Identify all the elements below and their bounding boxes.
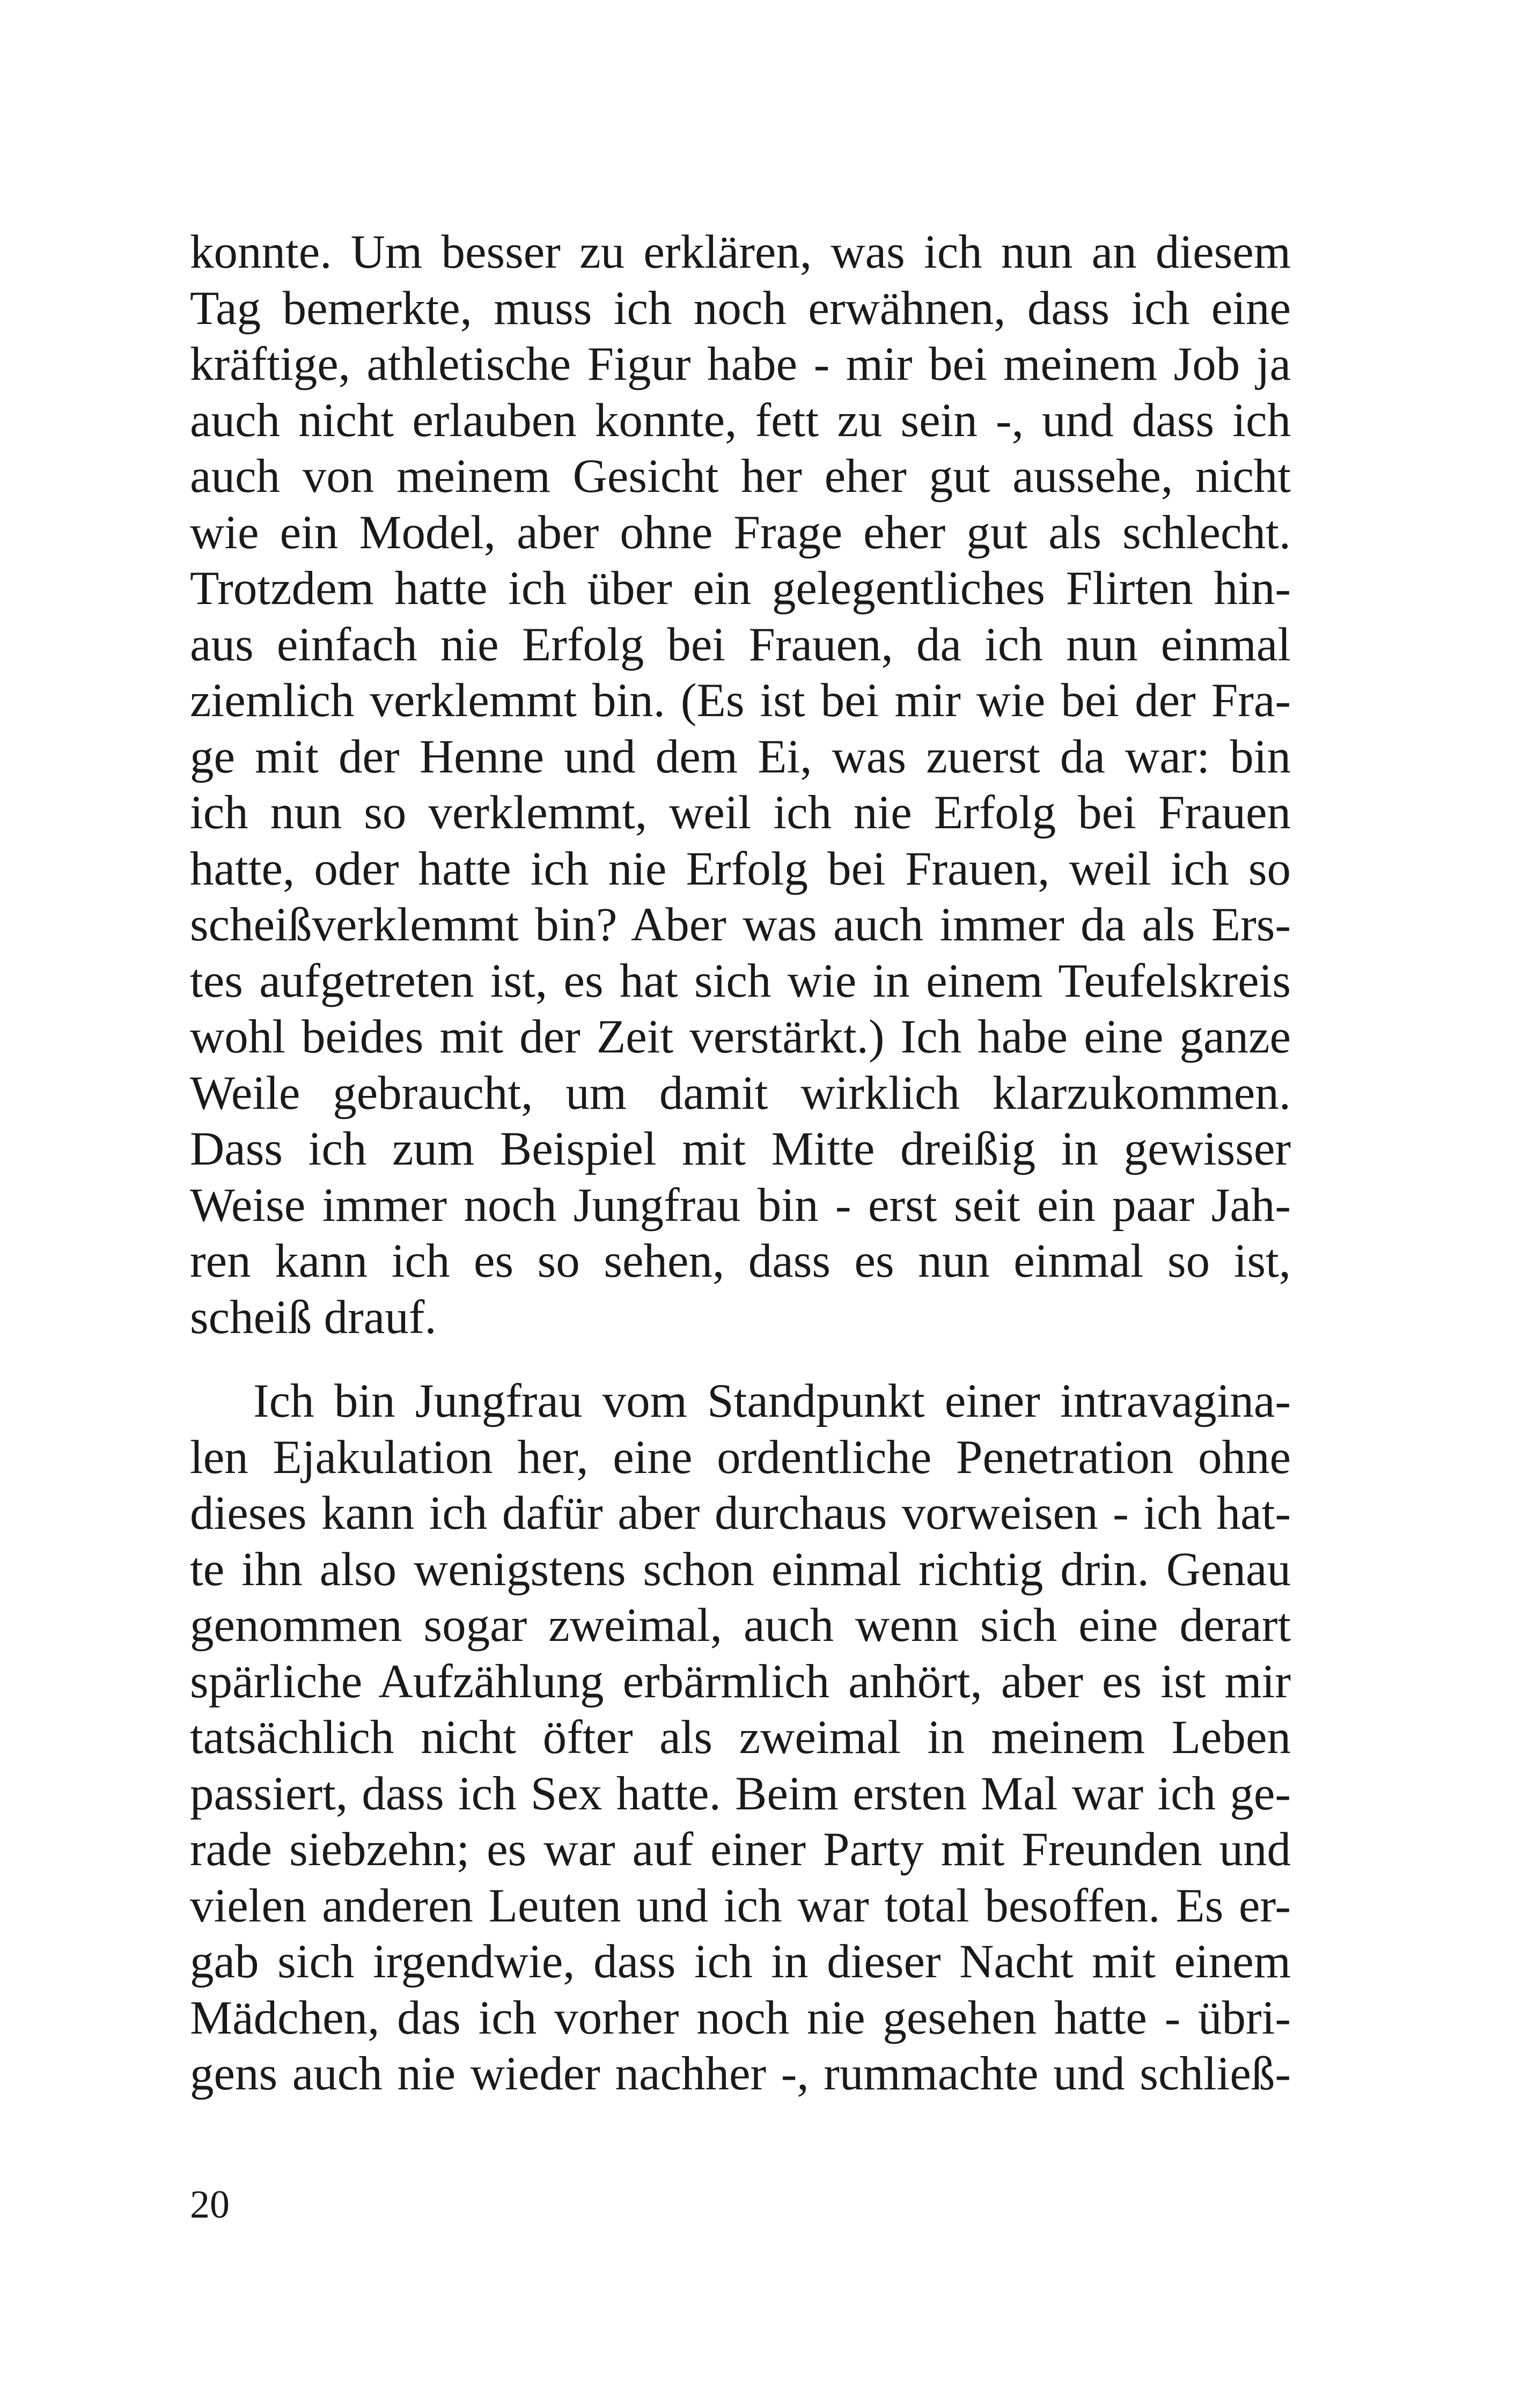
text-line: auch von meinem Gesicht her eher gut aussehe, nicht xyxy=(190,450,1291,503)
text-line: Weile gebraucht, um damit wirklich klarzukommen. xyxy=(190,1066,1291,1120)
text-line: gab sich irgendwie, dass ich in dieser Nacht mit einem xyxy=(190,1935,1291,1988)
text-line: Ich bin Jungfrau vom Standpunkt einer intravagina- xyxy=(253,1375,1291,1427)
text-line: Mädchen, das ich vorher noch nie gesehen hatte - übri- xyxy=(190,1991,1291,2044)
text-line: scheißverklemmt bin? Aber was auch immer da als Ers- xyxy=(190,899,1291,951)
text-line: tes aufgetreten ist, es hat sich wie in einem Teufelskreis xyxy=(190,954,1291,1007)
text-line: Trotzdem hatte ich über ein gelegentliches Flirten hin- xyxy=(190,562,1291,615)
text-line: tatsächlich nicht öfter als zweimal in meinem Leben xyxy=(190,1711,1291,1764)
text-line: wohl beides mit der Zeit verstärkt.) Ich habe eine ganze xyxy=(190,1011,1291,1063)
text-line: kräftige, athletische Figur habe - mir bei meinem Job ja xyxy=(190,338,1291,391)
page-number: 20 xyxy=(190,2183,230,2227)
text-line: Weise immer noch Jungfrau bin - erst seit ein paar Jah- xyxy=(190,1179,1291,1232)
text-line: te ihn also wenigstens schon einmal richtig drin. Genau xyxy=(190,1543,1291,1596)
text-line: spärliche Aufzählung erbärmlich anhört, aber es ist mir xyxy=(190,1655,1291,1708)
text-line: len Ejakulation her, eine ordentliche Penetration ohne xyxy=(190,1431,1291,1484)
text-line: ge mit der Henne und dem Ei, was zuerst da war: bin xyxy=(190,730,1291,783)
text-line: ziemlich verklemmt bin. (Es ist bei mir wie bei der Fra- xyxy=(190,674,1291,727)
text-line: passiert, dass ich Sex hatte. Beim ersten Mal war ich ge- xyxy=(190,1767,1291,1820)
text-line: vielen anderen Leuten und ich war total besoffen. Es er- xyxy=(190,1879,1291,1932)
text-line: rade siebzehn; es war auf einer Party mit Freunden und xyxy=(190,1823,1291,1876)
text-line: aus einfach nie Erfolg bei Frauen, da ich nun einmal xyxy=(190,618,1291,671)
paragraph-2 xyxy=(190,1373,1291,2102)
text-line: Tag bemerkte, muss ich noch erwähnen, dass ich eine xyxy=(190,282,1291,335)
text-line: dieses kann ich dafür aber durchaus vorweisen - ich hat- xyxy=(190,1487,1291,1540)
body-text xyxy=(190,224,1291,2102)
text-line: ren kann ich es so sehen, dass es nun einmal so ist, xyxy=(190,1235,1291,1287)
paragraph-1 xyxy=(190,224,1291,1345)
text-line: konnte. Um besser zu erklären, was ich nun an diesem xyxy=(190,226,1291,278)
text-line: gens auch nie wieder nachher -, rummachte und schließ- xyxy=(190,2048,1291,2100)
text-line: wie ein Model, aber ohne Frage eher gut als schlecht. xyxy=(190,506,1291,559)
text-line: Dass ich zum Beispiel mit Mitte dreißig in gewisser xyxy=(190,1123,1291,1175)
text-line: auch nicht erlauben konnte, fett zu sein -, und dass ich xyxy=(190,394,1291,447)
text-line: genommen sogar zweimal, auch wenn sich eine derart xyxy=(190,1599,1291,1652)
text-line: ich nun so verklemmt, weil ich nie Erfolg bei Frauen xyxy=(190,786,1291,839)
text-line: hatte, oder hatte ich nie Erfolg bei Frauen, weil ich so xyxy=(190,842,1291,895)
text-line: scheiß drauf. xyxy=(190,1291,437,1344)
